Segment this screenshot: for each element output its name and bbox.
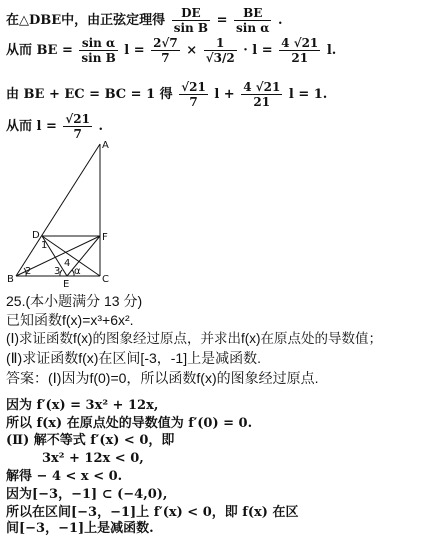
angle-label-1: 1: [41, 240, 48, 251]
fraction-sinalpha-over-sinb: [79, 36, 117, 65]
solution-line-4: [6, 112, 103, 141]
solution2-line-4: 3x² + 12x < 0,: [42, 451, 144, 466]
solution-line-2: [6, 36, 336, 65]
times: ×: [186, 43, 198, 58]
problem-25-answer: 答案：(Ⅰ)因为f(0)=0，所以函数f(x)的图象经过原点.: [6, 370, 319, 386]
problem-25-heading: 25.(本小题满分 13 分): [6, 293, 143, 309]
fraction-be-over-sinalpha: [234, 6, 271, 35]
label-a: A: [102, 140, 109, 151]
label-b: B: [7, 274, 14, 285]
figure-lines: [16, 144, 100, 276]
text: l +: [214, 87, 235, 102]
solution-line-1: [6, 6, 283, 35]
solution2-line-1: 因为 f′(x) = 3x² + 12x,: [6, 398, 159, 413]
text: 由 BE + EC = BC = 1 得: [6, 87, 173, 102]
solution-line-3: [6, 80, 327, 109]
numerator: DE: [172, 6, 210, 21]
line-dc: [42, 236, 100, 276]
fraction-root21-over-7: [179, 80, 208, 109]
solution2-line-5: 解得 − 4 < x < 0.: [6, 469, 123, 484]
angle-label-4: 4: [64, 258, 71, 269]
angle-label-3: 3: [54, 266, 61, 277]
solution2-line-7: 所以在区间[−3，−1]上 f′(x) < 0，即 f(x) 在区: [6, 505, 299, 520]
solution2-line-2: 所以 f(x) 在原点处的导数值为 f′(0) = 0.: [6, 416, 253, 431]
denominator: 7: [73, 127, 82, 141]
label-e: E: [63, 279, 70, 288]
fraction-1-over-root3-2: [204, 36, 237, 65]
problem-25-part-2: (Ⅱ)求证函数f(x)在区间[-3，-1]上是减函数.: [6, 350, 261, 366]
solution2-line-8: 间[−3，−1]上是减函数.: [6, 521, 154, 536]
denominator: 7: [161, 51, 170, 65]
label-f: F: [102, 232, 108, 243]
numerator: BE: [234, 6, 271, 21]
numerator: √21: [181, 80, 206, 94]
denominator: sin B: [173, 21, 209, 35]
problem-25-part-1: (Ⅰ)求证函数f(x)的图象经过原点，并求出f(x)在原点处的导数值；: [6, 331, 382, 346]
denominator: sin α: [236, 21, 270, 35]
angle-label-2: 2: [25, 266, 32, 277]
fraction-2root7-over-7: [151, 36, 180, 65]
text: l.: [326, 43, 337, 58]
label-c: C: [102, 274, 109, 285]
fraction-root21-over-7: [63, 112, 92, 141]
angle-label-alpha: α: [74, 266, 81, 277]
denominator: √3/2: [205, 51, 235, 65]
denominator: 7: [189, 95, 198, 109]
fraction-4root21-over-21: [241, 80, 282, 109]
numerator: 1: [204, 36, 237, 51]
triangle-figure: [4, 140, 124, 288]
numerator: 4 √21: [243, 80, 281, 94]
problem-25-stem: 已知函数f(x)=x³+6x².: [6, 312, 134, 328]
solution2-line-6: 因为[−3，−1] ⊂ (−4,0),: [6, 487, 168, 502]
numerator: sin α: [79, 36, 117, 51]
period: .: [278, 13, 283, 28]
equals: =: [216, 13, 228, 28]
text: l =: [124, 43, 145, 58]
numerator: √21: [65, 112, 91, 126]
label-d: D: [32, 230, 40, 241]
fraction-de-over-sinb: [172, 6, 210, 35]
text: 从而 BE =: [6, 43, 73, 58]
denominator: 21: [291, 51, 309, 65]
numerator: 2√7: [153, 36, 178, 50]
text: 在△DBE中，由正弦定理得: [6, 13, 166, 28]
line-ef: [67, 236, 100, 276]
fraction-4root21-over-21: [279, 36, 320, 65]
text: l = 1.: [288, 87, 328, 102]
period: .: [98, 119, 104, 134]
text: 从而 l =: [6, 119, 57, 134]
numerator: 4 √21: [281, 36, 319, 50]
denominator: sin B: [81, 51, 116, 65]
denominator: 21: [253, 95, 271, 109]
text: · l =: [243, 43, 273, 58]
solution2-line-3: (Ⅱ) 解不等式 f′(x) < 0，即: [6, 433, 175, 448]
